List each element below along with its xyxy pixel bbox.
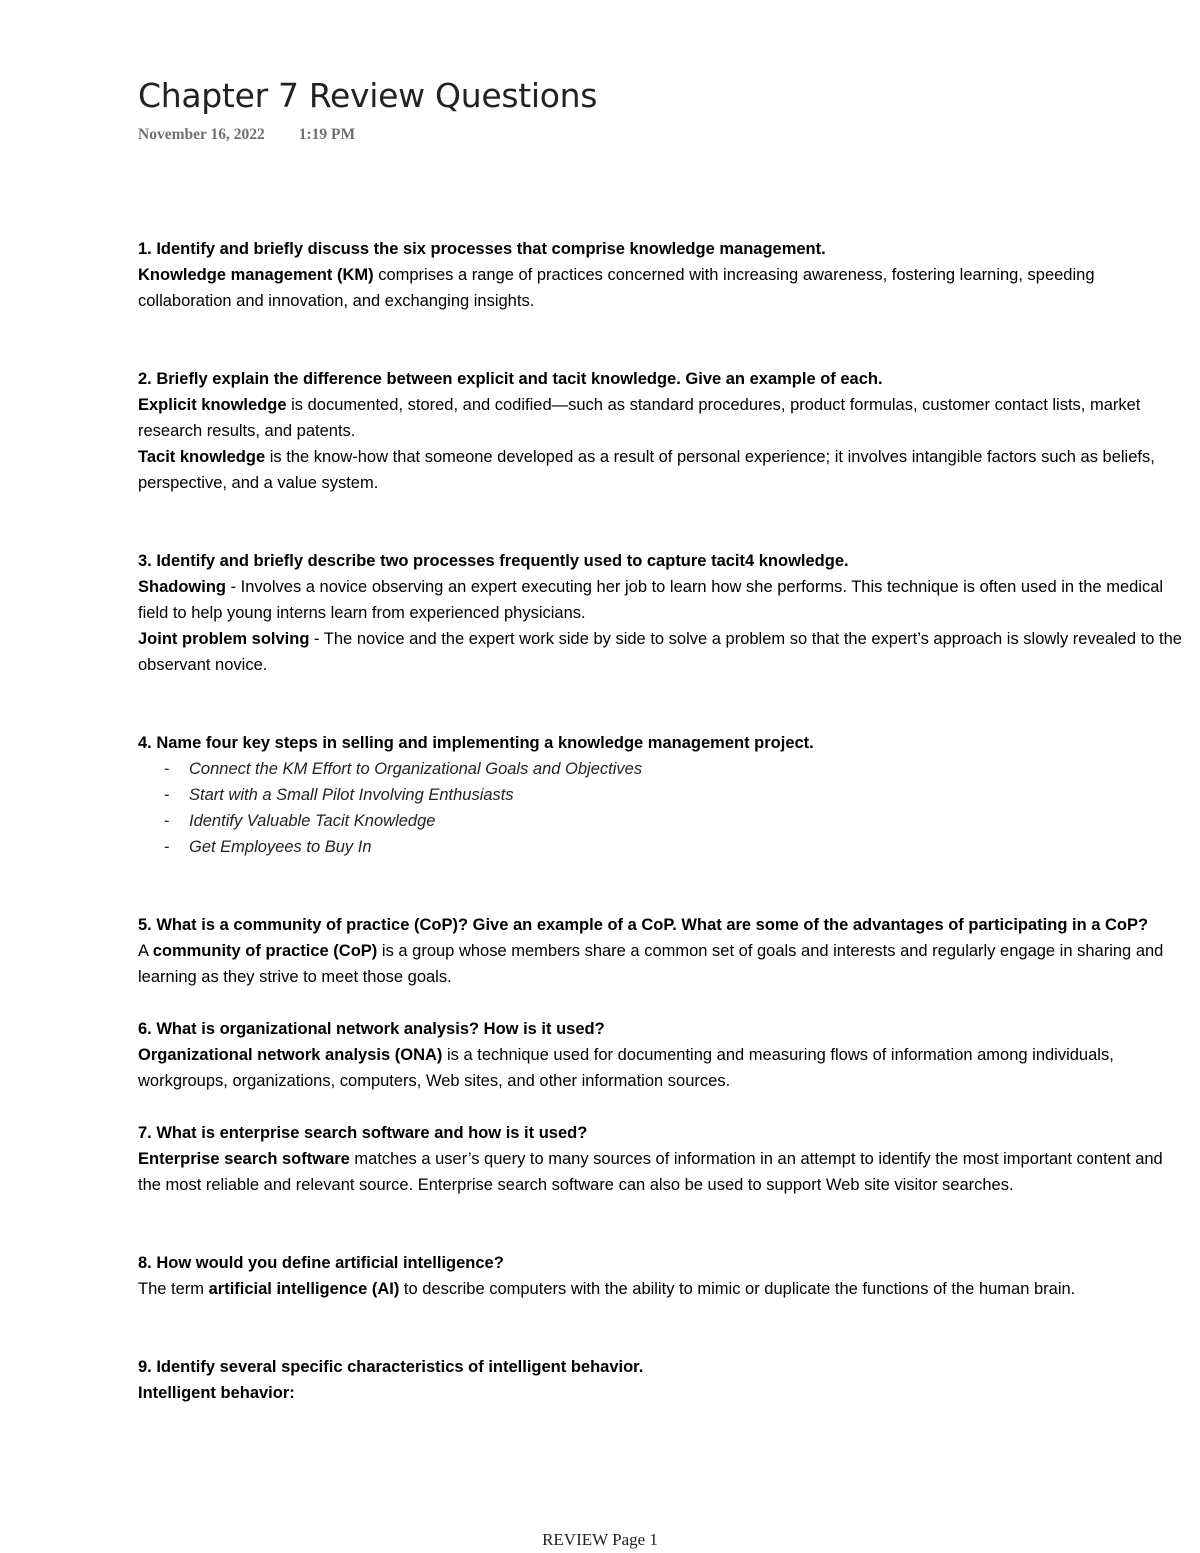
answer-5-lead: A	[138, 942, 153, 960]
answer-3-shadowing	[138, 574, 1188, 626]
answer-2-tacit	[138, 444, 1188, 496]
page-footer: REVIEW Page 1	[542, 1530, 658, 1549]
answer-7-term: Enterprise search software	[138, 1150, 350, 1168]
answer-3-term-2: Joint problem solving	[138, 630, 310, 648]
question-3: 3. Identify and briefly describe two processes frequently used to capture tacit4 knowledge.	[138, 552, 849, 570]
question-7: 7. What is enterprise search software and how is it used?	[138, 1124, 588, 1142]
step-text: Connect the KM Effort to Organizational Goals and Objectives	[189, 760, 643, 778]
answer-6-term: Organizational network analysis (ONA)	[138, 1046, 443, 1064]
question-9: 9. Identify several specific characteristics of intelligent behavior.	[138, 1358, 644, 1376]
answer-8	[138, 1276, 1188, 1302]
answer-7-text: matches a user’s query to many sources of information in an attempt to identify the most important content and the most reliable and relevant source. Enterprise search software can also be used to support Web site visitor searches.	[138, 1150, 1163, 1194]
list-item: - Start with a Small Pilot Involving Enthusiasts	[164, 786, 514, 804]
answer-9: Intelligent behavior:	[138, 1384, 295, 1402]
answer-3-joint	[138, 626, 1188, 678]
step-text: Start with a Small Pilot Involving Enthusiasts	[189, 786, 514, 804]
list-item: - Get Employees to Buy In	[164, 838, 372, 856]
steps-list	[138, 756, 1188, 860]
question-6: 6. What is organizational network analysis? How is it used?	[138, 1020, 605, 1038]
question-1: 1. Identify and briefly discuss the six processes that comprise knowledge management.	[138, 240, 826, 258]
answer-2-term-1: Explicit knowledge	[138, 396, 287, 414]
answer-1	[138, 262, 1188, 314]
answer-5-term: community of practice (CoP)	[152, 942, 378, 960]
question-4: 4. Name four key steps in selling and implementing a knowledge management project.	[138, 734, 814, 752]
list-item: - Identify Valuable Tacit Knowledge	[164, 812, 436, 830]
answer-2-term-2: Tacit knowledge	[138, 448, 266, 466]
note-body	[138, 236, 1188, 1406]
note-time: 1:19 PM	[298, 126, 356, 143]
answer-5-text: is a group whose members share a common set of goals and interests and regularly engage in sharing and learning as they strive to meet those goals.	[138, 942, 1164, 986]
answer-8-term: artificial intelligence (AI)	[208, 1280, 400, 1298]
page-title: Chapter 7 Review Questions	[138, 76, 598, 115]
answer-3-text-2: - The novice and the expert work side by side to solve a problem so that the expert’s approach is slowly revealed to the observant novice.	[138, 630, 1182, 674]
question-8: 8. How would you define artificial intelligence?	[138, 1254, 504, 1272]
answer-6-text: is a technique used for documenting and measuring flows of information among individuals, workgroups, organizations, computers, Web sites, and other information sources.	[138, 1046, 1114, 1090]
answer-3-term-1: Shadowing	[138, 578, 226, 596]
answer-1-term: Knowledge management (KM)	[138, 266, 374, 284]
note-date: November 16, 2022	[138, 126, 265, 143]
answer-2-text-1: is documented, stored, and codified—such as standard procedures, product formulas, customer contact lists, market research results, and patents.	[138, 396, 1141, 440]
step-text: Get Employees to Buy In	[189, 838, 372, 856]
answer-2-text-2: is the know-how that someone developed as a result of personal experience; it involves intangible factors such as beliefs, perspective, and a value system.	[138, 448, 1155, 492]
answer-3-text-1: - Involves a novice observing an expert executing her job to learn how she performs. This technique is often used in the medical field to help young interns learn from experienced physicians.	[138, 578, 1164, 622]
answer-8-text: to describe computers with the ability to mimic or duplicate the functions of the human brain.	[399, 1280, 1076, 1298]
answer-1-text: comprises a range of practices concerned with increasing awareness, fostering learning, speeding collaboration and innovation, and exchanging insights.	[138, 266, 1095, 310]
answer-7	[138, 1146, 1188, 1198]
note-metadata	[138, 126, 355, 144]
answer-5	[138, 938, 1188, 990]
question-2: 2. Briefly explain the difference between explicit and tacit knowledge. Give an example of each.	[138, 370, 883, 388]
answer-8-lead: The term	[138, 1280, 209, 1298]
answer-2-explicit	[138, 392, 1188, 444]
answer-6	[138, 1042, 1188, 1094]
step-text: Identify Valuable Tacit Knowledge	[189, 812, 436, 830]
question-5: 5. What is a community of practice (CoP)? Give an example of a CoP. What are some of the advantages of participating in a CoP?	[138, 916, 1149, 934]
list-item: - Connect the KM Effort to Organizational Goals and Objectives	[164, 760, 643, 778]
